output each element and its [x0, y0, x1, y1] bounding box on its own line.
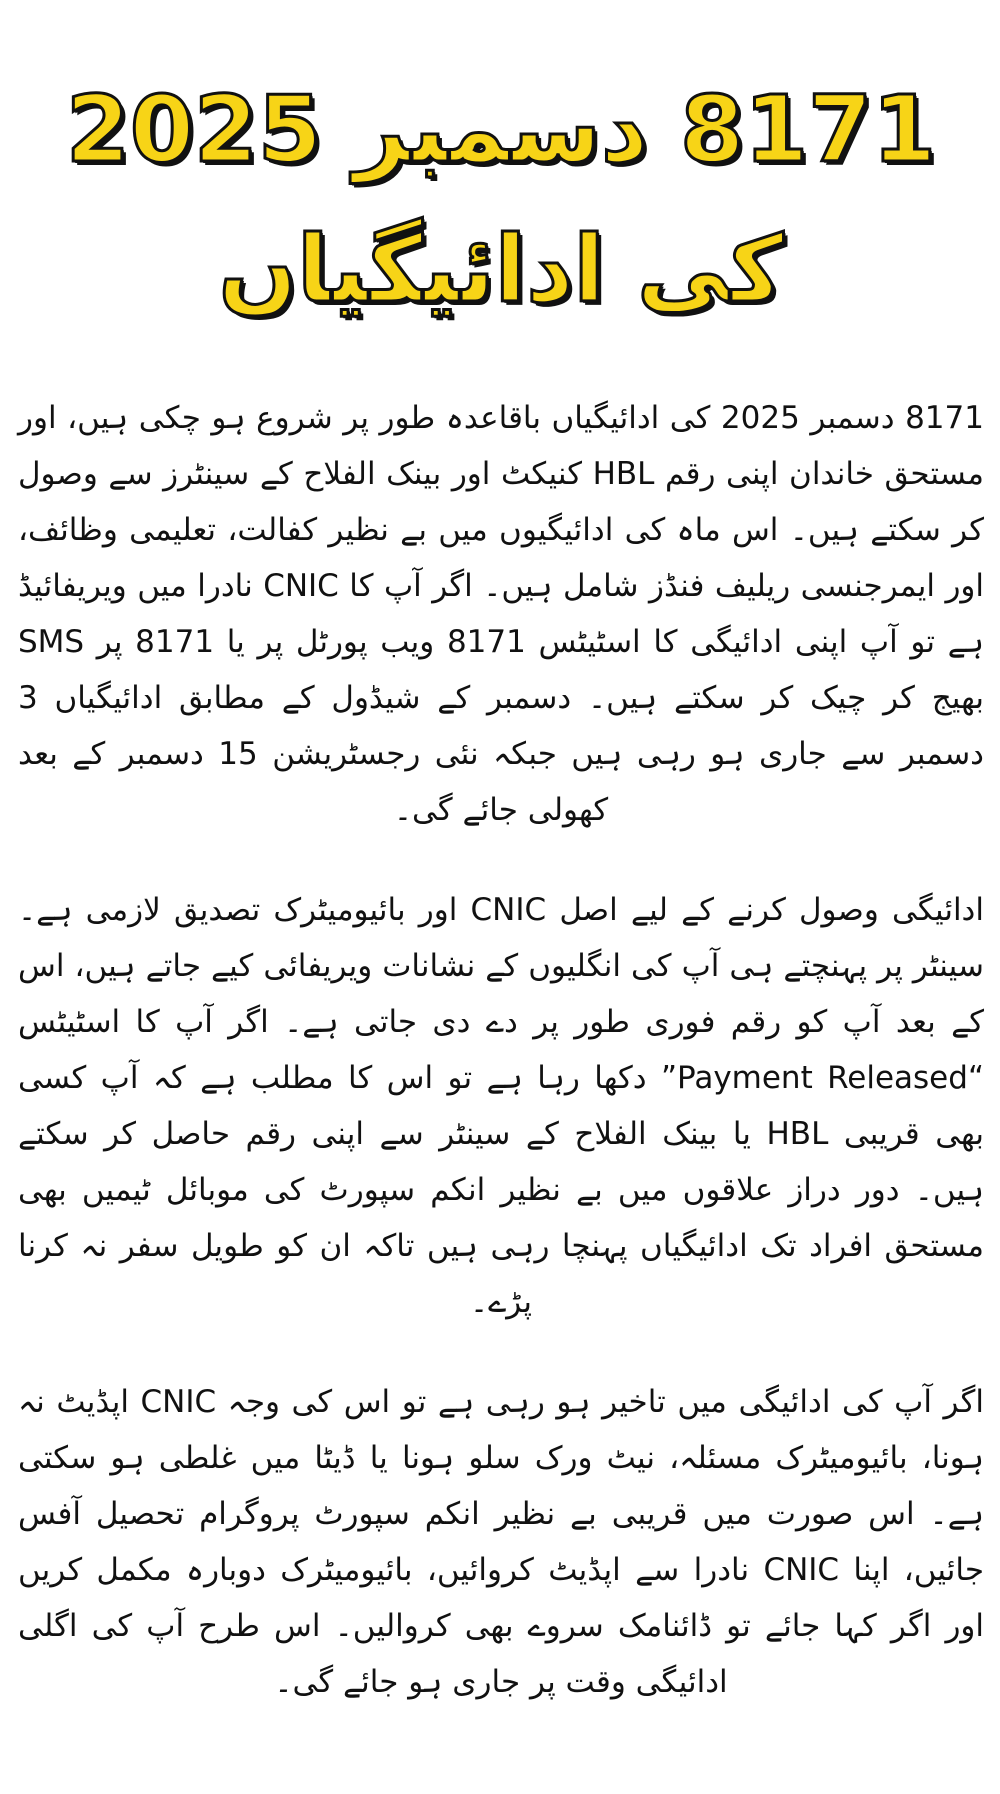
paragraph-payment-delay: اگر آپ کی ادائیگی میں تاخیر ہو رہی ہے تو اس کی وجہ CNIC اپڈیٹ نہ ہونا، بائیومیٹرک مسئلہ، نیٹ ورک سلو ہونا یا ڈیٹا میں غلطی ہو سکتی ہے۔ اس صورت میں قریبی بے نظیر انکم سپورٹ پروگرام تحصیل آفس جائیں، اپنا CNIC نادرا سے اپڈیٹ کروائیں، بائیومیٹرک دوبارہ مکمل کریں اور اگر کہا جائے تو ڈائنامک سروے بھی کروالیں۔ اس طرح آپ کی اگلی ادائیگی وقت پر جاری ہو جائے گی۔ [18, 1384, 984, 1700]
page-title: 8171 دسمبر 2025 کی ادائیگیاں [65, 76, 937, 323]
paragraph-payments-started: 8171 دسمبر 2025 کی ادائیگیاں باقاعدہ طور پر شروع ہو چکی ہیں، اور مستحق خاندان اپنی رقم HBL کنیکٹ اور بینک الفلاح کے سینٹرز سے وصول کر سکتے ہیں۔ اس ماہ کی ادائیگیوں میں بے نظیر کفالت، تعلیمی وظائف، اور ایمرجنسی ریلیف فنڈز شامل ہیں۔ اگر آپ کا CNIC نادرا میں ویریفائیڈ ہے تو آپ اپنی ادائیگی کا اسٹیٹس 8171 ویب پورٹل پر یا 8171 پر SMS بھیج کر چیک کر سکتے ہیں۔ دسمبر کے شیڈول کے مطابق ادائیگیاں 3 دسمبر سے جاری ہو رہی ہیں جبکہ نئی رجسٹریشن 15 دسمبر کے بعد کھولی جائے گی۔ [18, 400, 985, 828]
paragraph-payment-collection: ادائیگی وصول کرنے کے لیے اصل CNIC اور بائیومیٹرک تصدیق لازمی ہے۔ سینٹر پر پہنچتے ہی آپ کی انگلیوں کے نشانات ویریفائی کیے جاتے ہیں، اس کے بعد آپ کو رقم فوری طور پر دے دی جاتی ہے۔ اگر آپ کا اسٹیٹس “Payment Released” دکھا رہا ہے تو اس کا مطلب ہے کہ آپ کسی بھی قریبی HBL یا بینک الفلاح کے سینٹر سے اپنی رقم حاصل کر سکتے ہیں۔ دور دراز علاقوں میں بے نظیر انکم سپورٹ کی موبائل ٹیمیں بھی مستحق افراد تک ادائیگیاں پہنچا رہی ہیں تاکہ ان کو طویل سفر نہ کرنا پڑے۔ [18, 892, 984, 1320]
